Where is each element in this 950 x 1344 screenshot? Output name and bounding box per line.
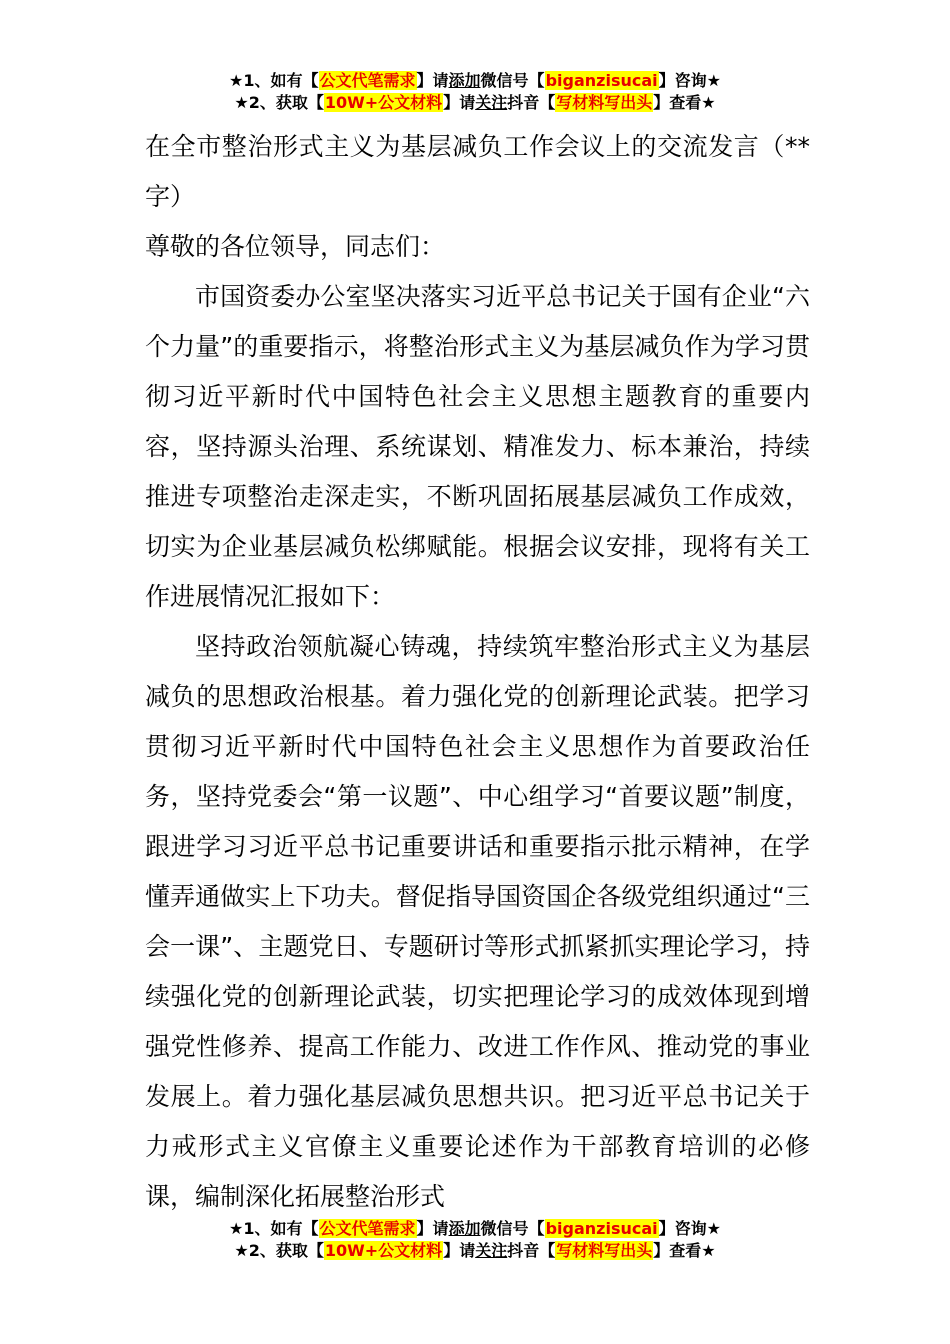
highlight-ghostwriting: 公文代笔需求 (319, 1219, 416, 1238)
banner-text: 抖音【 (507, 93, 556, 112)
banner-text: 】咨询★ (658, 71, 721, 90)
banner-text: 抖音【 (507, 1241, 556, 1260)
salutation: 尊敬的各位领导，同志们： (145, 232, 446, 261)
banner-text: ★1、如有【 (229, 71, 319, 90)
footer-banner (0, 1218, 950, 1262)
banner-text: ★2、获取【 (234, 1241, 324, 1260)
highlight-douyin: 写材料写出头 (556, 1241, 653, 1260)
banner-text: 微信号【 (480, 71, 545, 90)
banner-text: 】请 (416, 1219, 449, 1238)
highlight-ghostwriting: 公文代笔需求 (319, 71, 416, 90)
document-title: 在全市整治形式主义为基层减负工作会议上的交流发言（**字） (145, 132, 810, 211)
highlight-wechat-id: biganzisucai (545, 1219, 658, 1238)
banner-underlined: 关注 (475, 93, 508, 112)
header-banner (0, 70, 950, 114)
paragraph: 市国资委办公室坚决落实习近平总书记关于国有企业“六个力量”的重要指示，将整治形式主义为基层减负作为学习贯彻习近平新时代中国特色社会主义思想主题教育的重要内容，坚持源头治理、系统谋划、精准发力、标本兼治，持续推进专项整治走深走实，不断巩固拓展基层减负工作成效，切实为企业基层减负松绑赋能。根据会议安排，现将有关工作进展情况汇报如下： (145, 282, 810, 611)
banner-underlined: 添加 (448, 71, 481, 90)
banner-underlined: 添加 (448, 1219, 481, 1238)
paragraph: 坚持政治领航凝心铸魂，持续筑牢整治形式主义为基层减负的思想政治根基。着力强化党的创新理论武装。把学习贯彻习近平新时代中国特色社会主义思想作为首要政治任务，坚持党委会“第一议题”、中心组学习“首要议题”制度，跟进学习习近平总书记重要讲话和重要指示批示精神，在学懂弄通做实上下功夫。督促指导国资国企各级党组织通过“三会一课”、主题党日、专题研讨等形式抓紧抓实理论学习，持续强化党的创新理论武装，切实把理论学习的成效体现到增强党性修养、提高工作能力、改进工作作风、推动党的事业发展上。着力强化基层减负思想共识。把习近平总书记关于力戒形式主义官僚主义重要论述作为干部教育培训的必修课，编制深化拓展整治形式 (145, 632, 810, 1211)
highlight-materials: 10W+公文材料 (324, 93, 443, 112)
banner-text: 】请 (443, 1241, 476, 1260)
banner-underlined: 关注 (475, 1241, 508, 1260)
banner-text: 】查看★ (653, 1241, 716, 1260)
highlight-douyin: 写材料写出头 (556, 93, 653, 112)
banner-text: 微信号【 (480, 1219, 545, 1238)
document-body (145, 122, 810, 1222)
banner-text: ★2、获取【 (234, 93, 324, 112)
banner-line-2 (0, 1240, 950, 1262)
banner-line-1 (0, 70, 950, 92)
banner-text: 】请 (443, 93, 476, 112)
banner-line-1 (0, 1218, 950, 1240)
banner-line-2 (0, 92, 950, 114)
highlight-wechat-id: biganzisucai (545, 71, 658, 90)
highlight-materials: 10W+公文材料 (324, 1241, 443, 1260)
banner-text: 】查看★ (653, 93, 716, 112)
banner-text: ★1、如有【 (229, 1219, 319, 1238)
banner-text: 】请 (416, 71, 449, 90)
banner-text: 】咨询★ (658, 1219, 721, 1238)
